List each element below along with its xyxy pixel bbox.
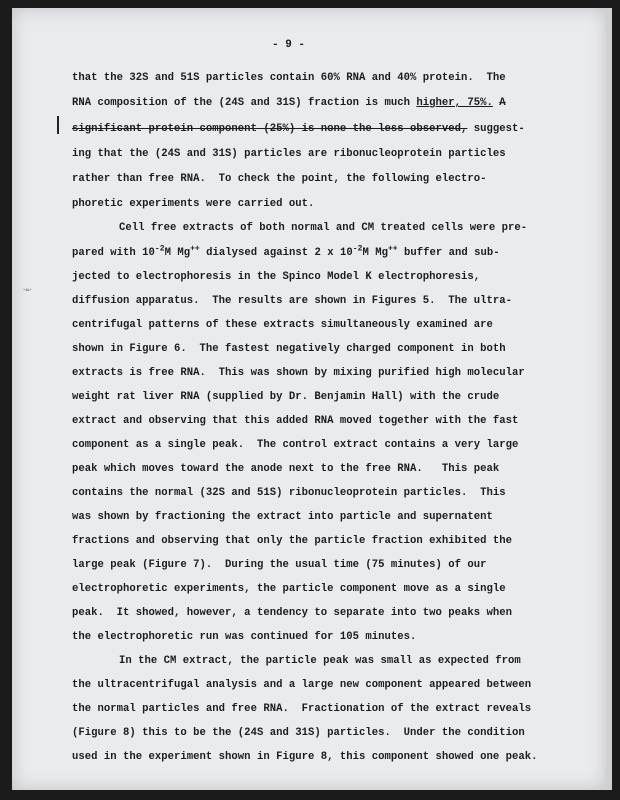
text-segment: large peak (Figure 7). During the usual time (75 minutes) of our bbox=[72, 559, 487, 571]
text-segment: the ultracentrifugal analysis and a large new component appeared between bbox=[72, 679, 532, 691]
text-segment: Cell free extracts of both normal and CM treated cells were pre- bbox=[119, 222, 528, 234]
text-line bbox=[72, 414, 518, 428]
text-line bbox=[72, 750, 538, 764]
text-segment: dialysed against 2 x 10 bbox=[199, 247, 353, 259]
text-line bbox=[119, 654, 521, 668]
text-line bbox=[72, 318, 493, 332]
text-segment: contains the normal (32S and 51S) ribonucleoprotein particles. This bbox=[72, 487, 506, 499]
text-segment: was shown by fractioning the extract into particle and supernatent bbox=[72, 511, 493, 523]
text-segment-strike: significant protein component (25%) is none the less observed, bbox=[72, 123, 468, 135]
text-segment: extract and observing that this added RNA moved together with the fast bbox=[72, 415, 519, 427]
text-segment: diffusion apparatus. The results are shown in Figures 5. The ultra- bbox=[72, 295, 513, 307]
text-segment-sup: ++ bbox=[387, 244, 398, 254]
text-segment: M Mg bbox=[362, 247, 388, 259]
text-segment: rather than free RNA. To check the point, the following electro- bbox=[72, 173, 487, 185]
text-segment-underline: higher, 75%. bbox=[416, 97, 493, 109]
text-segment: extracts is free RNA. This was shown by mixing purified high molecular bbox=[72, 367, 525, 379]
text-segment-sup: ++ bbox=[190, 244, 200, 254]
text-segment: phoretic experiments were carried out. bbox=[72, 198, 315, 210]
text-segment-sup: -2 bbox=[352, 244, 363, 254]
text-line bbox=[72, 366, 525, 380]
text-line bbox=[72, 71, 506, 85]
margin-smudge-mark: ·≈· bbox=[22, 286, 32, 294]
text-line bbox=[72, 558, 487, 572]
text-line bbox=[72, 147, 506, 161]
text-line bbox=[72, 462, 499, 476]
text-line bbox=[119, 221, 527, 235]
text-line bbox=[72, 486, 506, 500]
text-line bbox=[72, 197, 314, 211]
text-segment: RNA composition of the (24S and 31S) fraction is much bbox=[72, 97, 417, 109]
text-segment-strike: A bbox=[499, 97, 506, 109]
text-line bbox=[72, 270, 480, 284]
text-line bbox=[72, 96, 506, 110]
text-segment: ing that the (24S and 31S) particles are ribonucleoprotein particles bbox=[72, 148, 506, 160]
text-line bbox=[72, 726, 525, 740]
text-segment: pared with 10 bbox=[72, 247, 155, 259]
text-line bbox=[72, 582, 506, 596]
text-line bbox=[72, 122, 525, 136]
text-line bbox=[72, 678, 531, 692]
text-segment: peak. It showed, however, a tendency to separate into two peaks when bbox=[72, 607, 513, 619]
text-segment: the normal particles and free RNA. Fractionation of the extract reveals bbox=[72, 703, 532, 715]
text-segment: electrophoretic experiments, the particle component move as a single bbox=[72, 583, 506, 595]
text-segment: shown in Figure 6. The fastest negatively charged component in both bbox=[72, 343, 506, 355]
text-line bbox=[72, 342, 506, 356]
text-line bbox=[72, 438, 518, 452]
text-line bbox=[72, 510, 493, 524]
page-number: - 9 - bbox=[272, 39, 306, 51]
text-segment: the electrophoretic run was continued for 105 minutes. bbox=[72, 631, 417, 643]
text-line bbox=[72, 246, 500, 260]
text-segment: that the 32S and 51S particles contain 60% RNA and 40% protein. The bbox=[72, 72, 506, 84]
text-segment: suggest- bbox=[467, 123, 525, 135]
text-segment: fractions and observing that only the particle fraction exhibited the bbox=[72, 535, 513, 547]
text-line bbox=[72, 390, 499, 404]
text-segment: peak which moves toward the anode next to the free RNA. This peak bbox=[72, 463, 500, 475]
text-line bbox=[72, 630, 416, 644]
text-segment: weight rat liver RNA (supplied by Dr. Benjamin Hall) with the crude bbox=[72, 391, 500, 403]
text-segment: centrifugal patterns of these extracts simultaneously examined are bbox=[72, 319, 493, 331]
margin-bar-mark bbox=[57, 116, 59, 134]
text-line bbox=[72, 606, 512, 620]
text-line bbox=[72, 534, 512, 548]
text-segment: (Figure 8) this to be the (24S and 31S) particles. Under the condition bbox=[72, 727, 525, 739]
text-line bbox=[72, 172, 487, 186]
text-segment: component as a single peak. The control extract contains a very large bbox=[72, 439, 519, 451]
text-line bbox=[72, 294, 512, 308]
text-segment: In the CM extract, the particle peak was small as expected from bbox=[119, 655, 521, 667]
page-edge bbox=[606, 8, 612, 790]
text-segment: used in the experiment shown in Figure 8, this component showed one peak. bbox=[72, 751, 538, 763]
text-segment-sup: -2 bbox=[154, 244, 165, 254]
text-segment: jected to electrophoresis in the Spinco Model K electrophoresis, bbox=[72, 271, 481, 283]
text-line bbox=[72, 702, 531, 716]
text-segment: M Mg bbox=[164, 247, 191, 259]
text-segment: buffer and sub- bbox=[397, 247, 500, 259]
